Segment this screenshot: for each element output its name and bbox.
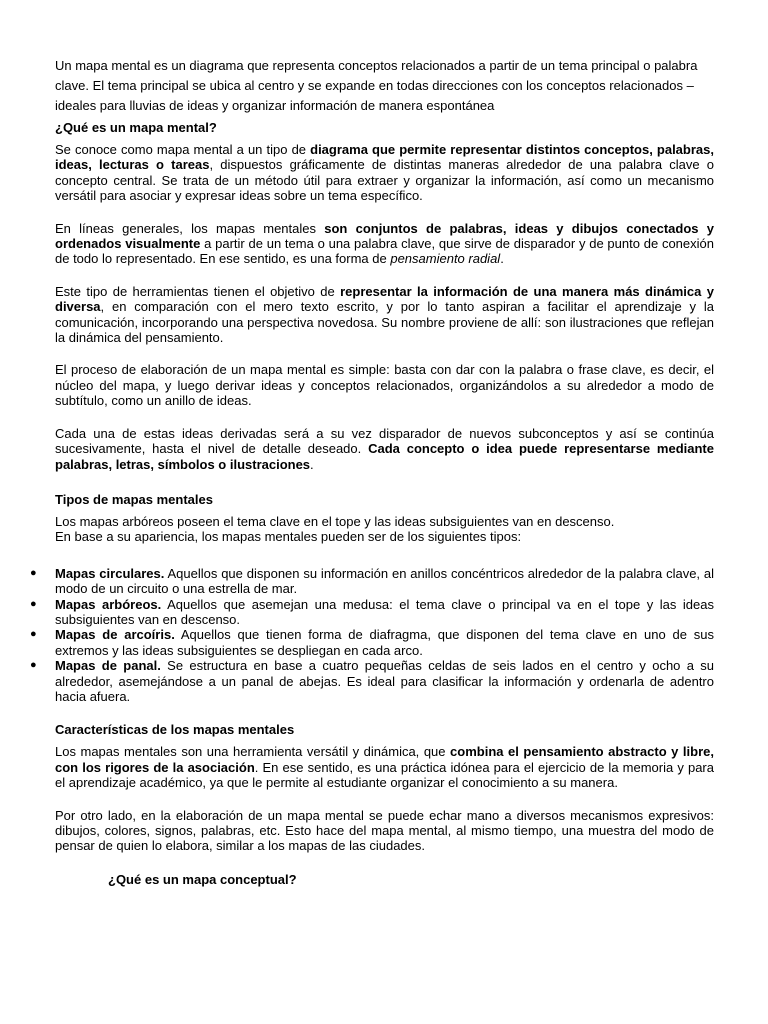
- paragraph-herramienta-versatil: Los mapas mentales son una herramienta versátil y dinámica, que combina el pensamiento abstracto y libre, con los rigores de la asociación. En ese sentido, es una práctica idónea para el ejercicio de la memoria y para el aprendizaje académico, ya que le permite al estudiante organizar el conocimiento a su manera.: [55, 744, 714, 791]
- bold-phrase: Cada concepto o idea puede representarse mediante palabras, letras, símbolos o ilustraciones: [55, 441, 714, 472]
- bold-phrase: combina el pensamiento abstracto y libre, con los rigores de la asociación: [55, 744, 714, 775]
- paragraph-ideas-derivadas: Cada una de estas ideas derivadas será a su vez disparador de nuevos subconceptos y así se continúa sucesivamente, hasta el nivel de detalle deseado. Cada concepto o idea puede representarse mediante palabras, letras, símbolos o ilustraciones.: [55, 425, 714, 472]
- types-list: [30, 565, 714, 705]
- list-item: ● Mapas arbóreos. Aquellos que asemejan una medusa: el tema clave o principal va en el tope y las ideas subsiguientes van en descenso.: [30, 596, 714, 627]
- bold-phrase: diagrama que permite representar distintos conceptos, palabras, ideas, lecturas o tareas: [55, 142, 714, 173]
- italic-phrase: pensamiento radial: [390, 251, 501, 267]
- heading-mapa-conceptual: ¿Qué es un mapa conceptual?: [108, 871, 297, 887]
- list-item: ● Mapas de arcoíris. Aquellos que tienen forma de diafragma, que disponen del tema clave en uno de sus extremos y las ideas subsiguientes se despliegan en cada arco.: [30, 627, 714, 658]
- paragraph-tipos-intro: En base a su apariencia, los mapas mentales pueden ser de los siguientes tipos:: [55, 529, 522, 545]
- paragraph-objetivo: Este tipo de herramientas tienen el objetivo de representar la información de una manera más dinámica y diversa, en comparación con el mero texto escrito, y por lo tanto aspiran a facilitar el aprendizaje y la comunicación, incorporando una perspectiva novedosa. Su nombre proviene de allí: son ilustraciones que reflejan la dinámica del pensamiento.: [55, 283, 714, 346]
- heading-caracteristicas: Características de los mapas mentales: [55, 722, 295, 738]
- paragraph-arboreos-intro: Los mapas arbóreos poseen el tema clave en el tope y las ideas subsiguientes van en descenso.: [55, 513, 615, 529]
- bold-phrase: representar la información de una manera más dinámica y diversa: [55, 283, 714, 315]
- paragraph-proceso: El proceso de elaboración de un mapa mental es simple: basta con dar con la palabra o frase clave, es decir, el núcleo del mapa, y luego derivar ideas y conceptos relacionados, organizándolos a su alrededor a modo de subtítulo, como un anillo de ideas.: [55, 362, 714, 409]
- bullet-icon: ●: [30, 659, 37, 672]
- bold-phrase: son conjuntos de palabras, ideas y dibujos conectados y ordenados visualmente: [55, 220, 715, 252]
- bullet-icon: ●: [30, 566, 37, 579]
- paragraph-definicion: Se conoce como mapa mental a un tipo de diagrama que permite representar distintos conceptos, palabras, ideas, lecturas o tareas, dispuestos gráficamente de distintas maneras alrededor de una palabra clave o concepto central. Se trata de un método útil para extraer y organizar la información, así como un mecanismo versátil para asociar y expresar ideas sobre un tema específico.: [55, 142, 714, 204]
- paragraph-conjuntos: En líneas generales, los mapas mentales son conjuntos de palabras, ideas y dibujos conectados y ordenados visualmente a partir de un tema o una palabra clave, que sirve de disparador y de punto de conexión de todo lo representado. En ese sentido, es una forma de pensamiento radial.: [55, 220, 715, 267]
- heading-tipos-mapas: Tipos de mapas mentales: [55, 491, 213, 507]
- bullet-icon: ●: [30, 628, 37, 641]
- list-item: ● Mapas circulares. Aquellos que disponen su información en anillos concéntricos alrededor de la palabra clave, al modo de un circuito o una estrella de mar.: [30, 565, 714, 597]
- heading-que-es-mapa-mental: ¿Qué es un mapa mental?: [55, 120, 217, 135]
- paragraph-mecanismos-expresivos: Por otro lado, en la elaboración de un mapa mental se puede echar mano a diversos mecanismos expresivos: dibujos, colores, signos, palabras, etc. Esto hace del mapa mental, al mismo tiempo, una muestra del modo de pensar de quien lo elabora, similar a los mapas de las ciudades.: [55, 807, 714, 854]
- intro-paragraph: Un mapa mental es un diagrama que representa conceptos relacionados a partir de un tema principal o palabra clave. El tema principal se ubica al centro y se expande en todas direcciones con los conceptos relacionados – ideales para lluvias de ideas y organizar información de manera espontánea: [55, 58, 698, 113]
- list-item: ● Mapas de panal. Se estructura en base a cuatro pequeñas celdas de seis lados en el centro y ocho a su alrededor, asemejándose a un panal de abejas. Es ideal para clasificar la información y ordenarla de adentro hacia afuera.: [30, 658, 714, 704]
- bullet-icon: ●: [30, 597, 37, 610]
